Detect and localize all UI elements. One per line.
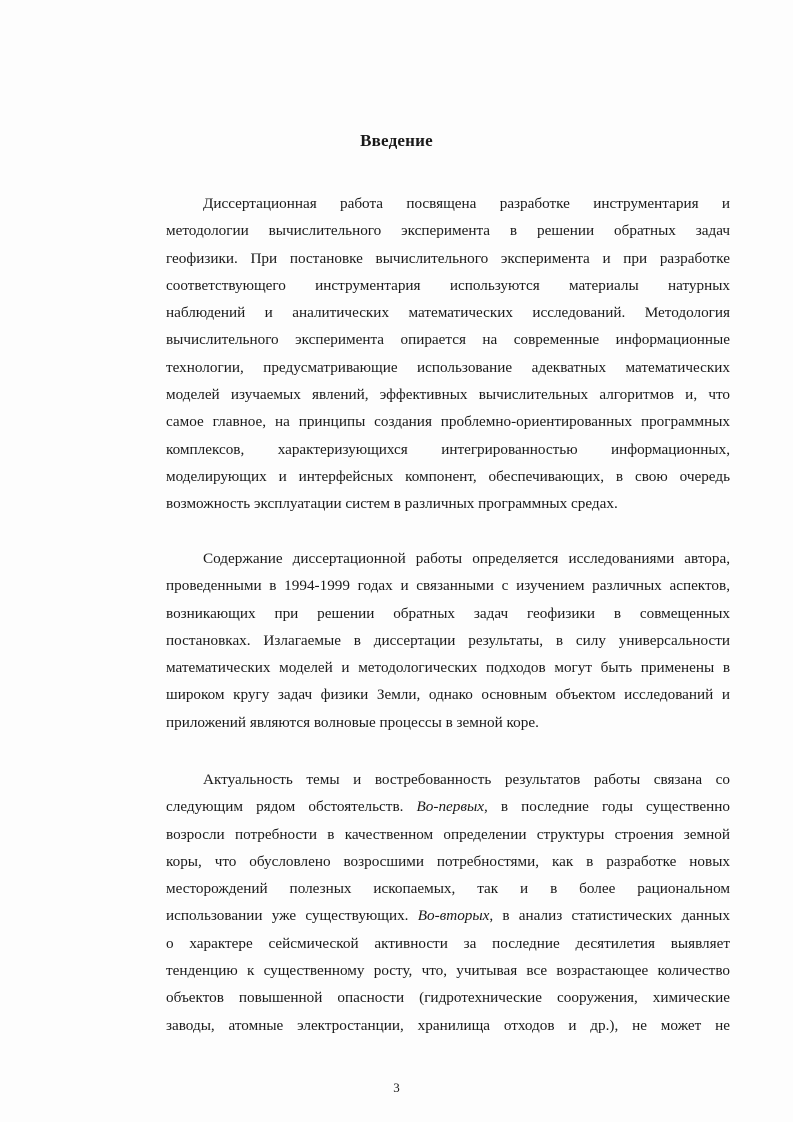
paragraph-2 [166,545,730,736]
paragraph-1 [166,190,730,518]
text-run: , в последние годы существенно [484,798,730,816]
text-line: заводы, атомные электростанции, хранилища отходов и др.), не может не [166,1016,730,1034]
emphasis-second: Во-вторых [417,907,490,925]
text-line: Диссертационная работа посвящена разработке инструментария и [203,195,730,212]
text-line: Содержание диссертационной работы определяется исследованиями автора, [203,550,730,567]
text-line: наблюдений и аналитических математических исследований. Методология [166,304,730,322]
text-run: следующим рядом обстоятельств. [166,798,404,816]
text-line: возросли потребности в качественном определении структуры строения земной [166,825,730,843]
text-run: , в анализ статистических данных [489,907,730,925]
text-line: коры, что обусловлено возросшими потребностями, как в разработке новых [166,852,730,870]
text-line: возможность эксплуатации систем в различных программных средах. [166,495,618,513]
text-line: возникающих при решении обратных задач геофизики в совмещенных [166,604,730,622]
text-line: вычислительного эксперимента опирается на современные информационные [166,331,730,349]
text-line: постановках. Излагаемые в диссертации результаты, в силу универсальности [166,631,730,649]
emphasis-first: Во-первых [416,798,484,816]
text-line: комплексов, характеризующихся интегрированностью информационных, [166,440,730,458]
text-line: о характере сейсмической активности за последние десятилетия выявляет [166,934,730,952]
text-line: объектов повышенной опасности (гидротехнические сооружения, химические [166,989,730,1007]
page-title: Введение [360,131,433,150]
text-line: самое главное, на принципы создания проблемно-ориентированных программных [166,413,730,431]
text-line: месторождений полезных ископаемых, так и в более рациональном [166,880,730,898]
text-line: тенденцию к существенному росту, что, учитывая все возрастающее количество [166,962,730,980]
paragraph-3 [166,766,730,1039]
text-run: использовании уже существующих. [166,907,409,925]
text-line: моделирующих и интерфейсных компонент, обеспечивающих, в свою очередь [166,467,730,485]
text-line-mixed [166,902,730,929]
text-line: проведенными в 1994-1999 годах и связанными с изучением различных аспектов, [166,577,730,595]
text-line: приложений являются волновые процессы в земной коре. [166,713,539,731]
text-line: математических моделей и методологических подходов могут быть применены в [166,659,730,677]
text-line: технологии, предусматривающие использование адекватных математических [166,358,730,376]
text-line: моделей изучаемых явлений, эффективных вычислительных алгоритмов и, что [166,386,730,404]
text-line: методологии вычислительного эксперимента в решении обратных задач [166,222,730,240]
text-line: Актуальность темы и востребованность результатов работы связана со [203,771,730,788]
text-line-mixed [166,793,730,820]
text-line: широком кругу задач физики Земли, однако основным объектом исследований и [166,686,730,704]
text-line: геофизики. При постановке вычислительного эксперимента и при разработке [166,249,730,267]
page-number: 3 [393,1080,400,1095]
text-line: соответствующего инструментария используются материалы натурных [166,276,730,294]
